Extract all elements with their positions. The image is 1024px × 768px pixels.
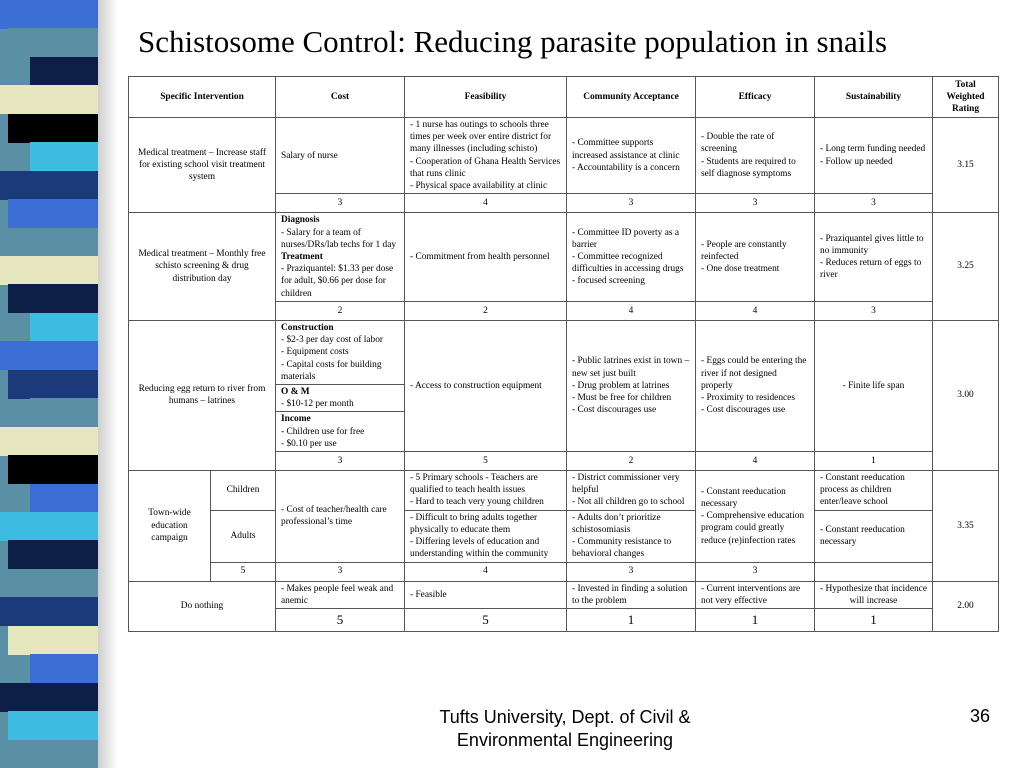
cost-diagnosis-text: - Salary for a team of nurses/DRs/lab techs for 1 day (281, 227, 397, 250)
feasibility-cell (405, 510, 567, 562)
stripe-block (30, 654, 98, 683)
score-cell: 1 (567, 609, 696, 632)
feasibility-cell (405, 581, 567, 608)
cell-line: - Committee recognized difficulties in accessing drugs (572, 251, 684, 275)
cell-line: - Equipment costs (281, 347, 349, 358)
cell-line: - Hypothesize that incidence will increase (820, 583, 927, 606)
cell-line: - Drug problem at latrines (572, 380, 670, 391)
cost-cell (276, 118, 405, 194)
stripe-block (8, 114, 98, 143)
community-cell (567, 213, 696, 302)
slide-title: Schistosome Control: Reducing parasite population in snails (138, 24, 888, 59)
cost-construction-lines (281, 334, 399, 383)
score-cell: 3 (815, 194, 933, 213)
stripe-block (8, 626, 98, 655)
efficacy-cell (696, 581, 815, 608)
efficacy-cell (696, 471, 815, 563)
cell-line: - Constant reeducation necessary (820, 524, 905, 548)
cell-line: - Praziquantel gives little to no immunity (820, 233, 924, 256)
sustainability-cell (815, 118, 933, 194)
cell-line: - Access to construction equipment (410, 380, 542, 391)
stripe-block (8, 199, 98, 228)
cell-line: - One dose treatment (701, 264, 780, 275)
cell-line: - Difficult to bring adults together physically to educate them (410, 512, 538, 535)
stripe-block (0, 683, 98, 712)
stripe-block (30, 398, 98, 427)
subgroup-children: Children (211, 471, 276, 511)
cell-line: - Makes people feel weak and anemic (281, 583, 394, 606)
evaluation-table (128, 76, 999, 632)
stripe-block (0, 85, 98, 114)
sustainability-cell (815, 471, 933, 511)
header-intervention: Specific Intervention (129, 77, 276, 118)
header-row (129, 77, 999, 118)
cost-cell (276, 213, 405, 302)
stripe-block (0, 427, 98, 456)
stripe-block (30, 569, 98, 598)
intervention-cell: Do nothing (129, 581, 276, 631)
sustainability-cell (815, 320, 933, 451)
score-cell: 4 (405, 194, 567, 213)
score-cell: 3 (567, 562, 696, 581)
stripe-block (0, 341, 98, 370)
cost-om-heading: O & M (281, 386, 310, 397)
score-cell: 1 (815, 452, 933, 471)
header-efficacy: Efficacy (696, 77, 815, 118)
cell-line: - Not all children go to school (572, 497, 685, 508)
intervention-cell: Medical treatment – Monthly free schisto screening & drug distribution day (129, 213, 276, 321)
cell-line: - Cost discourages use (572, 405, 657, 416)
stripe-block (0, 256, 98, 285)
cell-line: - Constant reeducation necessary (701, 486, 786, 509)
score-cell: 4 (696, 301, 815, 320)
community-cell (567, 581, 696, 608)
efficacy-cell (696, 320, 815, 451)
table-row (129, 213, 999, 302)
feasibility-cell (405, 118, 567, 194)
score-cell: 2 (567, 452, 696, 471)
cost-income-heading: Income (281, 414, 311, 425)
cell-line: - Cost discourages use (701, 405, 786, 416)
header-feasibility: Feasibility (405, 77, 567, 118)
cell-line: - Finite life span (842, 380, 905, 391)
cell-line: - Physical space availability at clinic (410, 181, 548, 192)
stripe-block (8, 370, 98, 399)
sustainability-cell (815, 213, 933, 302)
stripe-block (30, 228, 98, 257)
cost-diagnosis-heading: Diagnosis (281, 215, 320, 226)
stripe-shadow (98, 0, 118, 768)
cost-cell (276, 471, 405, 563)
score-cell: 4 (405, 562, 567, 581)
stripe-block (8, 28, 98, 57)
cell-line: - Must be free for children (572, 393, 672, 404)
cost-treatment-text: - Praziquantel: $1.33 per dose for adult, $0.66 per dose for children (281, 264, 394, 299)
cost-income-cell (276, 412, 405, 452)
cell-line: - Committee ID poverty as a barrier (572, 227, 680, 250)
cell-line: - Follow up needed (820, 156, 893, 167)
score-cell: 5 (405, 609, 567, 632)
stripe-block (30, 484, 98, 513)
cell-line: - Commitment from health personnel (410, 251, 550, 262)
header-cost: Cost (276, 77, 405, 118)
cell-line: - Students are required to self diagnose symptoms (701, 156, 796, 179)
cost-om-text: - $10-12 per month (281, 399, 354, 410)
cell-line: - Long term funding needed (820, 144, 926, 155)
cell-line: - Children use for free (281, 426, 365, 437)
stripe-block (8, 711, 98, 740)
score-cell: 2 (405, 301, 567, 320)
cell-line: - Invested in finding a solution to the problem (572, 583, 688, 606)
cell-line: - Cooperation of Ghana Health Services that runs clinic (410, 156, 561, 179)
cost-construction-cell (276, 320, 405, 384)
stripe-block (0, 0, 98, 29)
cell-line: - Capital costs for building materials (281, 359, 382, 382)
score-cell: 3 (276, 452, 405, 471)
cost-cell (276, 581, 405, 608)
header-sustainability: Sustainability (815, 77, 933, 118)
score-cell: 5 (276, 609, 405, 632)
score-cell: 1 (696, 609, 815, 632)
cell-line: - Current interventions are not very effective (701, 583, 801, 606)
decorative-stripe (0, 0, 118, 768)
rating-cell: 3.35 (933, 471, 999, 582)
cell-line: - focused screening (572, 276, 645, 287)
stripe-block (0, 597, 98, 626)
feasibility-cell (405, 471, 567, 511)
stripe-block (30, 142, 98, 171)
score-cell: 4 (567, 301, 696, 320)
cell-line: - Cost of teacher/health care professional’s time (281, 505, 387, 528)
header-rating: Total Weighted Rating (933, 77, 999, 118)
community-cell (567, 510, 696, 562)
score-cell: 5 (211, 562, 276, 581)
table-row (129, 510, 999, 562)
cell-line: - Adults don’t prioritize schistosomiasis (572, 512, 661, 535)
table-row (129, 581, 999, 608)
cell-line: - Proximity to residences (701, 393, 795, 404)
score-cell: 1 (815, 609, 933, 632)
cell-line: - District commissioner very helpful (572, 473, 680, 496)
cell-line: - Accountability is a concern (572, 162, 680, 173)
community-cell (567, 471, 696, 511)
rating-cell: 3.00 (933, 320, 999, 470)
table-row (129, 320, 999, 384)
cell-line: - Hard to teach very young children (410, 497, 544, 508)
stripe-block (30, 740, 98, 768)
page-number: 36 (969, 706, 990, 726)
score-cell: 3 (276, 194, 405, 213)
score-cell: 3 (815, 301, 933, 320)
stripe-block (30, 313, 98, 342)
cell-line: - 5 Primary schools - Teachers are qualified to teach health issues (410, 473, 538, 496)
score-cell: 5 (405, 452, 567, 471)
rating-cell: 3.15 (933, 118, 999, 213)
slide-footer: Tufts University, Dept. of Civil & Environmental Engineering (439, 707, 691, 750)
feasibility-cell (405, 213, 567, 302)
community-cell (567, 118, 696, 194)
cell-line: - Reduces return of eggs to river (820, 258, 922, 281)
intervention-cell: Medical treatment – Increase staff for existing school visit treatment system (129, 118, 276, 213)
score-cell: 2 (276, 301, 405, 320)
cell-line: - Constant reeducation process as children enter/leave school (820, 473, 905, 508)
intervention-cell: Town-wide education campaign (129, 471, 211, 582)
cost-income-lines (281, 426, 399, 450)
cell-line: - 1 nurse has outings to schools three times per week over entire district for many illnesses (including schisto) (410, 120, 552, 155)
rating-cell: 2.00 (933, 581, 999, 631)
cell-line: - $2-3 per day cost of labor (281, 335, 384, 346)
score-cell: 3 (696, 562, 815, 581)
table-row (129, 118, 999, 194)
subgroup-adults: Adults (211, 510, 276, 562)
cell-line: - Double the rate of screening (701, 132, 775, 155)
cost-treatment-heading: Treatment (281, 251, 323, 262)
community-cell (567, 320, 696, 451)
cell-line: - Public latrines exist in town – new set just built (572, 356, 690, 379)
score-cell: 3 (276, 562, 405, 581)
table-row (129, 471, 999, 511)
stripe-block (8, 284, 98, 313)
rating-cell: 3.25 (933, 213, 999, 321)
cell-line: - People are constantly reinfected (701, 239, 787, 262)
score-cell: 3 (696, 194, 815, 213)
cost-om-cell (276, 384, 405, 411)
stripe-block (0, 171, 98, 200)
cell-line: - $0.10 per use (281, 438, 337, 449)
cell-line: - Community resistance to behavioral changes (572, 537, 672, 560)
intervention-cell: Reducing egg return to river from humans – latrines (129, 320, 276, 470)
stripe-block (0, 512, 98, 541)
efficacy-cell (696, 213, 815, 302)
sustainability-cell (815, 581, 933, 608)
cell-line: - Differing levels of education and understanding within the community (410, 537, 549, 560)
cell-line: - Comprehensive education program could greatly reduce (re)infection rates (701, 511, 805, 546)
score-cell: 4 (696, 452, 815, 471)
stripe-block (30, 57, 98, 86)
cell-line: Salary of nurse (281, 150, 338, 161)
feasibility-cell (405, 320, 567, 451)
header-community: Community Acceptance (567, 77, 696, 118)
cost-construction-heading: Construction (281, 322, 334, 333)
cell-line: - Eggs could be entering the river if not designed properly (701, 356, 807, 391)
sustainability-cell (815, 510, 933, 562)
stripe-block (8, 455, 98, 484)
cell-line: - Committee supports increased assistance at clinic (572, 138, 680, 161)
stripe-block (8, 540, 98, 569)
efficacy-cell (696, 118, 815, 194)
cell-line: - Feasible (410, 589, 447, 600)
score-row (129, 562, 999, 581)
score-cell: 3 (567, 194, 696, 213)
